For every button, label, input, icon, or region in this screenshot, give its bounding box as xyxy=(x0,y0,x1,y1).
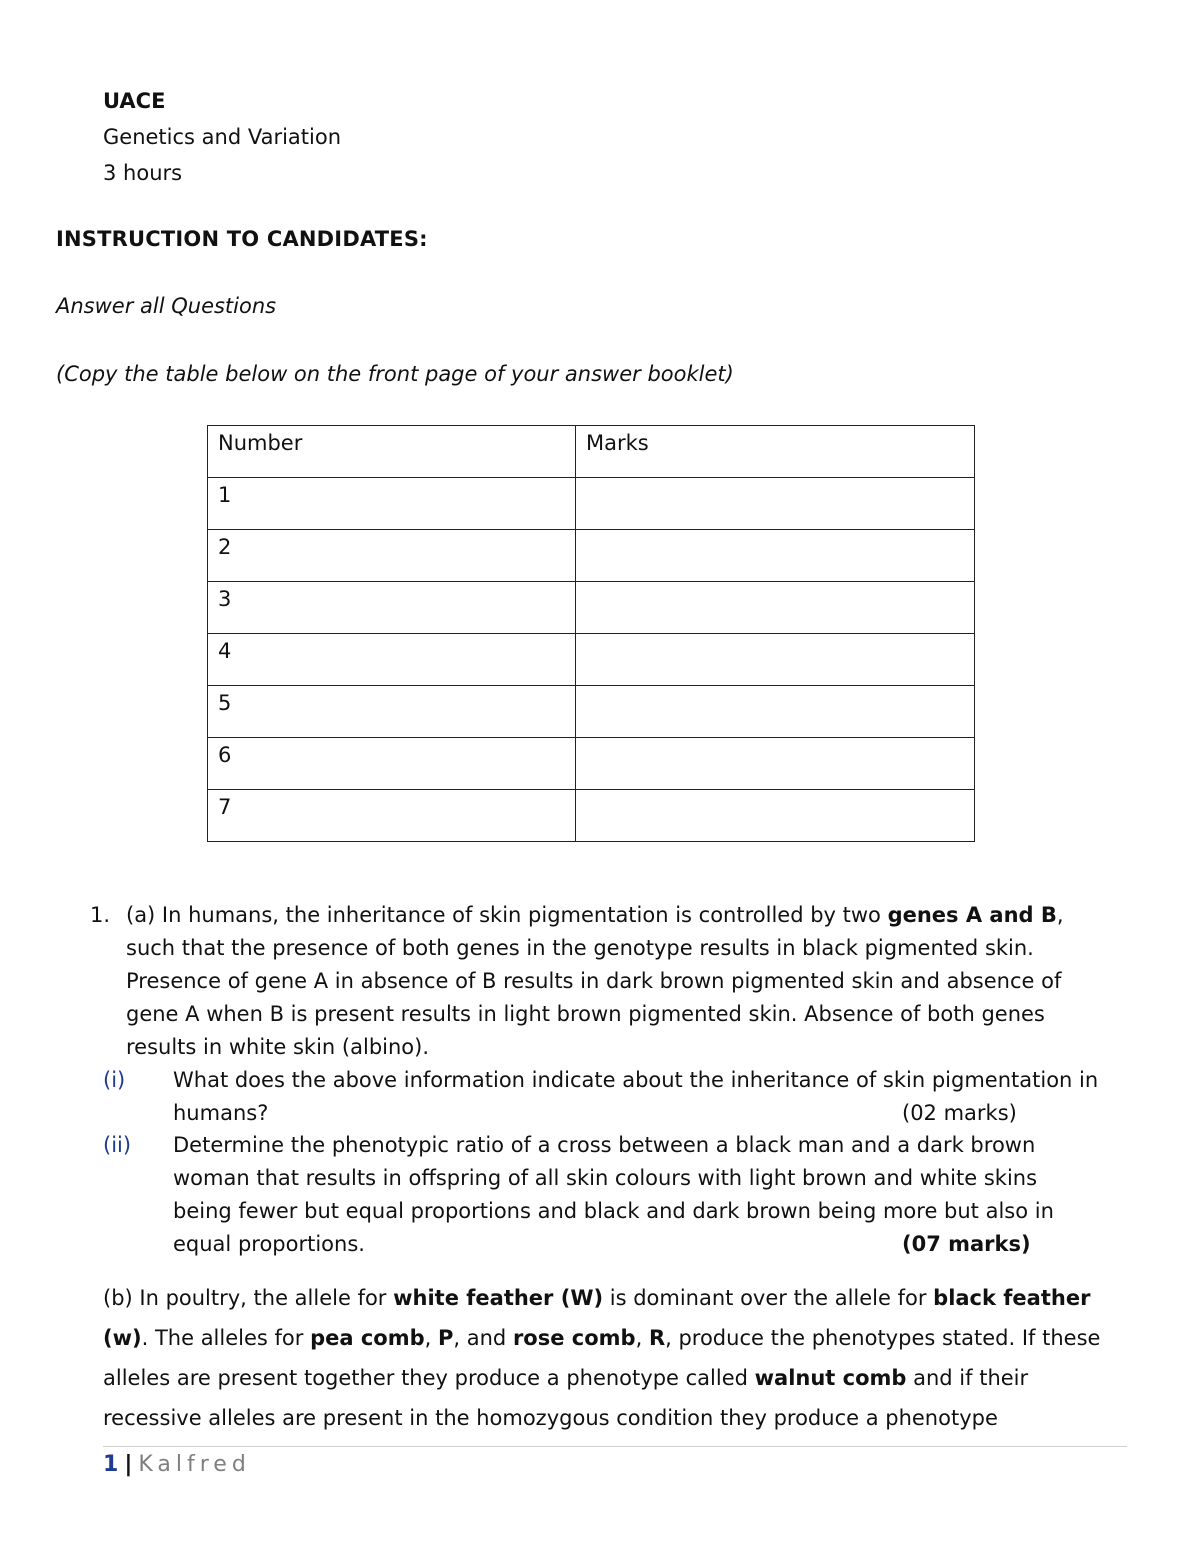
table-row xyxy=(208,634,975,686)
marks-table xyxy=(207,425,975,842)
row-marks-cell xyxy=(576,790,975,842)
sub-question-i-marks: (02 marks) xyxy=(902,1101,1017,1125)
exam-name: UACE xyxy=(103,89,166,113)
row-number: 4 xyxy=(208,634,576,686)
row-number: 1 xyxy=(208,478,576,530)
footer-divider xyxy=(103,1446,1127,1447)
question-1b-text: (b) In poultry, the allele for white feather (W) is dominant over the allele for black feather (w). The alleles for pea comb, P, and rose comb, R, produce the phenotypes stated. If these alleles are present together they produce a phenotype called walnut comb and if their recessive alleles are present in the homozygous condition they produce a phenotype xyxy=(103,1286,1101,1430)
row-marks-cell xyxy=(576,478,975,530)
question-1-number: 1. xyxy=(90,903,111,927)
footer-author: Kalfred xyxy=(138,1452,251,1477)
header-number: Number xyxy=(208,426,576,478)
page-number: 1 xyxy=(103,1452,119,1477)
sub-question-ii-label: (ii) xyxy=(103,1133,132,1157)
row-marks-cell xyxy=(576,582,975,634)
table-row xyxy=(208,530,975,582)
row-number: 7 xyxy=(208,790,576,842)
instruction-copy-table: (Copy the table below on the front page of your answer booklet) xyxy=(56,362,734,386)
row-number: 5 xyxy=(208,686,576,738)
row-number: 2 xyxy=(208,530,576,582)
table-row xyxy=(208,738,975,790)
sub-question-i-label: (i) xyxy=(103,1068,126,1092)
genes-a-b-bold: genes A and B xyxy=(887,903,1057,927)
subject-title: Genetics and Variation xyxy=(103,125,342,149)
footer-separator: | xyxy=(124,1452,133,1477)
sub-question-ii-marks: (07 marks) xyxy=(902,1232,1031,1256)
row-marks-cell xyxy=(576,686,975,738)
row-number: 3 xyxy=(208,582,576,634)
sub-question-i-text: What does the above information indicate about the inheritance of skin pigmentation in humans? (02 marks) xyxy=(173,1064,1123,1130)
row-marks-cell xyxy=(576,530,975,582)
row-marks-cell xyxy=(576,738,975,790)
instructions-heading: INSTRUCTION TO CANDIDATES: xyxy=(56,227,428,251)
instruction-answer-all: Answer all Questions xyxy=(56,294,277,318)
sub-question-ii-text: Determine the phenotypic ratio of a cross between a black man and a dark brown woman that results in offspring of all skin colours with light brown and white skins being fewer but equal proportions and black and dark brown being more but also in equal proportions. (07 marks) xyxy=(173,1129,1083,1261)
table-row xyxy=(208,686,975,738)
header-marks: Marks xyxy=(576,426,975,478)
question-1a-text: (a) In humans, the inheritance of skin pigmentation is controlled by two genes A and B, such that the presence of both genes in the genotype results in black pigmented skin. Presence of gene A in absence of B results in dark brown pigmented skin and absence of gene A when B is present results in light brown pigmented skin. Absence of both genes results in white skin (albino). xyxy=(126,903,1064,1059)
table-row xyxy=(208,790,975,842)
duration: 3 hours xyxy=(103,161,183,185)
table-header-row xyxy=(208,426,975,478)
row-marks-cell xyxy=(576,634,975,686)
table-row xyxy=(208,582,975,634)
row-number: 6 xyxy=(208,738,576,790)
page-footer xyxy=(103,1452,251,1477)
table-row xyxy=(208,478,975,530)
